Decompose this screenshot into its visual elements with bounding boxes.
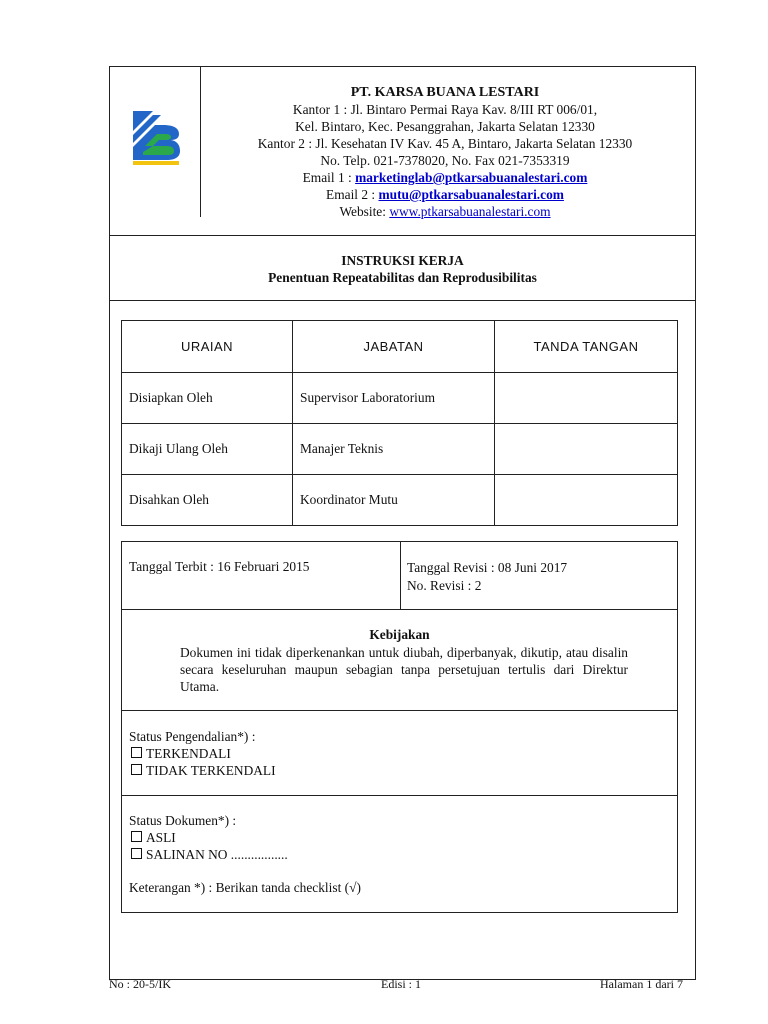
document-info-box xyxy=(121,541,678,913)
company-info xyxy=(210,84,680,220)
email1-label: Email 1 : xyxy=(302,170,356,185)
option-label: SALINAN NO ................. xyxy=(146,847,288,862)
issue-date: Tanggal Terbit : 16 Februari 2015 xyxy=(129,559,310,574)
office2: Kantor 2 : Jl. Kesehatan IV Kav. 45 A, Bintaro, Jakarta Selatan 12330 xyxy=(257,136,633,151)
table-row xyxy=(122,424,678,475)
header-uraian: URAIAN xyxy=(122,321,293,373)
table-row xyxy=(122,475,678,526)
approval-table xyxy=(121,320,678,526)
phone-fax: No. Telp. 021-7378020, No. Fax 021-7353319 xyxy=(320,153,570,168)
date-divider xyxy=(400,542,401,609)
footer-page: Halaman 1 dari 7 xyxy=(600,977,683,991)
email2-label: Email 2 : xyxy=(326,187,379,202)
cell-jabatan: Supervisor Laboratorium xyxy=(293,373,495,424)
control-status xyxy=(129,728,276,779)
control-status-label: Status Pengendalian*) : xyxy=(129,729,256,744)
checkbox-tidak-terkendali[interactable] xyxy=(129,762,276,779)
title-separator xyxy=(109,300,696,301)
option-label: ASLI xyxy=(146,830,176,845)
row-separator xyxy=(122,795,677,796)
website-label: Website: xyxy=(339,204,390,219)
row-separator xyxy=(122,609,677,610)
cell-uraian: Dikaji Ulang Oleh xyxy=(122,424,293,475)
document-title: INSTRUKSI KERJA xyxy=(341,253,464,268)
website-link[interactable]: www.ptkarsabuanalestari.com xyxy=(389,204,551,219)
footer-edition: Edisi : 1 xyxy=(381,977,422,991)
cell-uraian: Disiapkan Oleh xyxy=(122,373,293,424)
row-separator xyxy=(122,710,677,711)
website-line xyxy=(210,203,680,220)
checkbox-icon[interactable] xyxy=(131,848,142,859)
email2-link[interactable]: mutu@ptkarsabuanalestari.com xyxy=(378,187,564,202)
document-status xyxy=(129,812,288,863)
header-tanda-tangan: TANDA TANGAN xyxy=(495,321,678,373)
table-row xyxy=(122,373,678,424)
table-header-row xyxy=(122,321,678,373)
policy-heading: Kebijakan xyxy=(369,627,430,642)
office1-line2: Kel. Bintaro, Kec. Pesanggrahan, Jakarta Selatan 12330 xyxy=(295,119,595,134)
footer-doc-number: No : 20-5/IK xyxy=(109,977,171,991)
note-text: Keterangan *) : Berikan tanda checklist (√) xyxy=(129,880,361,895)
document-status-label: Status Dokumen*) : xyxy=(129,813,237,828)
checkbox-terkendali[interactable] xyxy=(129,745,276,762)
email1-line xyxy=(210,169,680,186)
email2-line xyxy=(210,186,680,203)
cell-jabatan: Koordinator Mutu xyxy=(293,475,495,526)
document-title-block xyxy=(109,252,696,286)
revision-date: Tanggal Revisi : 08 Juni 2017 xyxy=(407,560,568,575)
company-name: PT. KARSA BUANA LESTARI xyxy=(350,85,540,100)
cell-signature xyxy=(495,373,678,424)
checkbox-icon[interactable] xyxy=(131,747,142,758)
checkbox-salinan[interactable] xyxy=(129,846,288,863)
cell-signature xyxy=(495,424,678,475)
email1-link[interactable]: marketinglab@ptkarsabuanalestari.com xyxy=(355,170,588,185)
checkbox-asli[interactable] xyxy=(129,829,288,846)
header-separator xyxy=(109,235,696,236)
checkbox-icon[interactable] xyxy=(131,764,142,775)
header-jabatan: JABATAN xyxy=(293,321,495,373)
policy-text: Dokumen ini tidak diperkenankan untuk diubah, diperbanyak, dikutip, atau disalin secara keseluruhan maupun sebagian tanpa persetujuan tertulis dari Direktur Utama. xyxy=(180,645,628,694)
option-label: TIDAK TERKENDALI xyxy=(146,763,276,778)
document-subtitle: Penentuan Repeatabilitas dan Reprodusibilitas xyxy=(268,270,537,285)
office1-line1: Kantor 1 : Jl. Bintaro Permai Raya Kav. 8/III RT 006/01, xyxy=(292,102,598,117)
company-logo xyxy=(131,108,181,166)
option-label: TERKENDALI xyxy=(146,746,231,761)
revision-block xyxy=(407,559,567,595)
cell-uraian: Disahkan Oleh xyxy=(122,475,293,526)
header-divider xyxy=(200,67,201,217)
checkbox-icon[interactable] xyxy=(131,831,142,842)
cell-jabatan: Manajer Teknis xyxy=(293,424,495,475)
revision-number: No. Revisi : 2 xyxy=(407,578,482,593)
cell-signature xyxy=(495,475,678,526)
